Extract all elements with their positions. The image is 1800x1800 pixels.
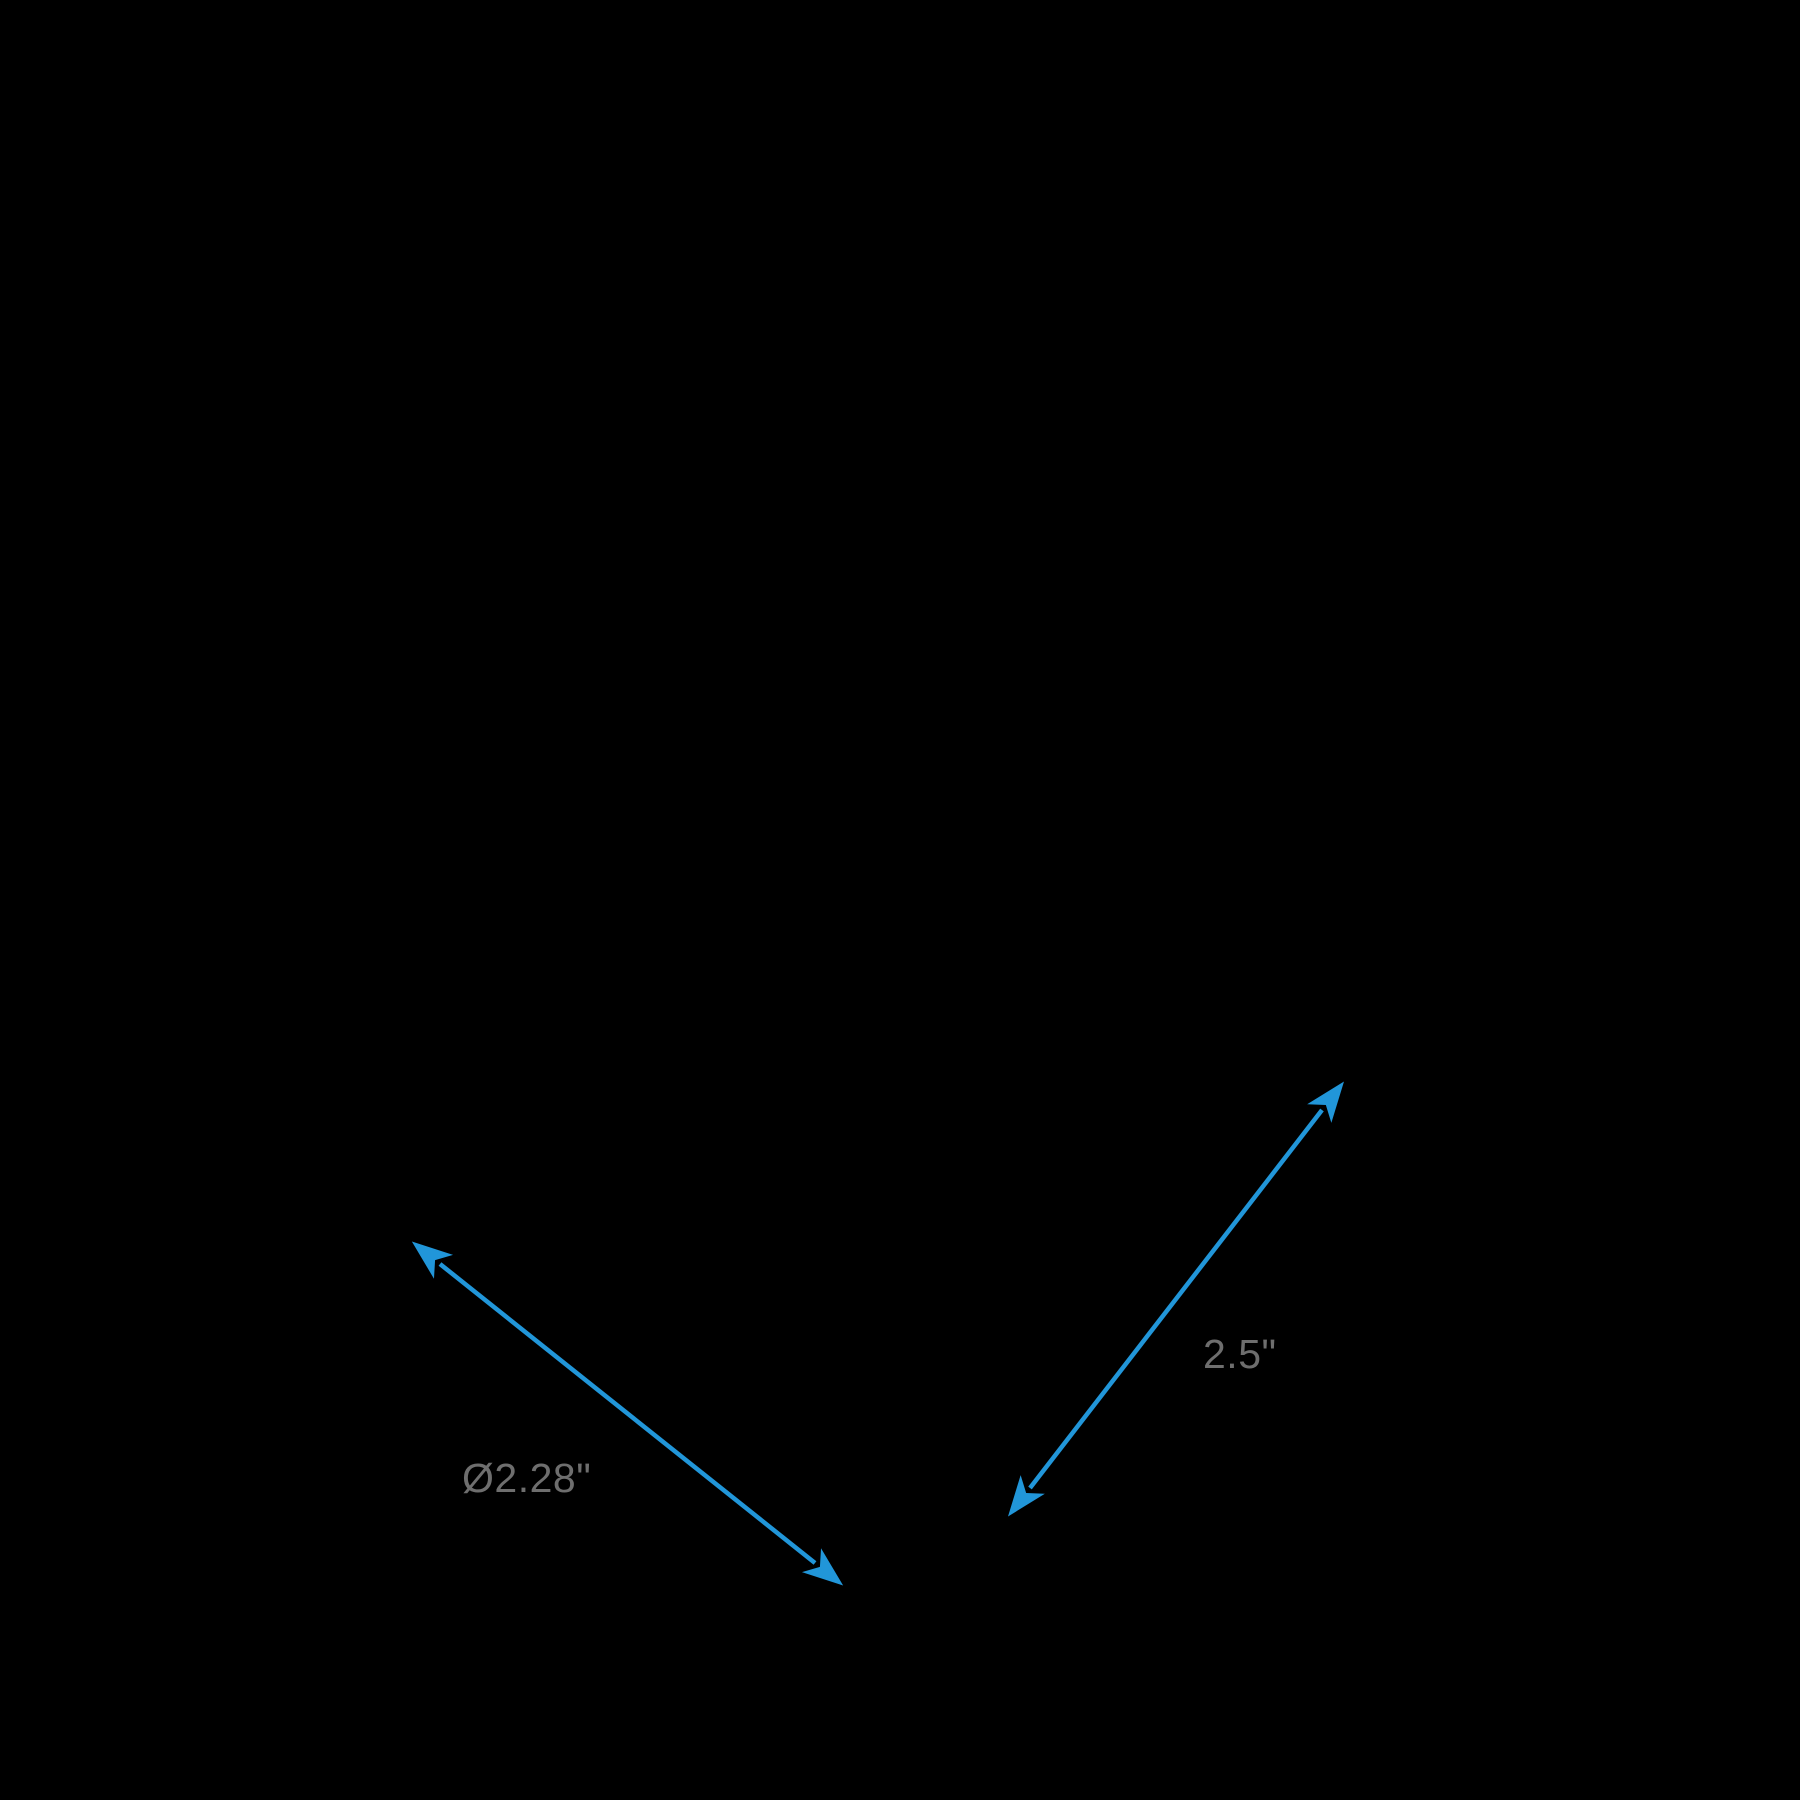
dimension-label-length: 2.5" xyxy=(1203,1331,1277,1377)
dimension-arrow-diameter xyxy=(440,1264,815,1563)
dimension-arrow-length xyxy=(1030,1110,1322,1488)
dimension-label-diameter: Ø2.28" xyxy=(462,1455,592,1501)
